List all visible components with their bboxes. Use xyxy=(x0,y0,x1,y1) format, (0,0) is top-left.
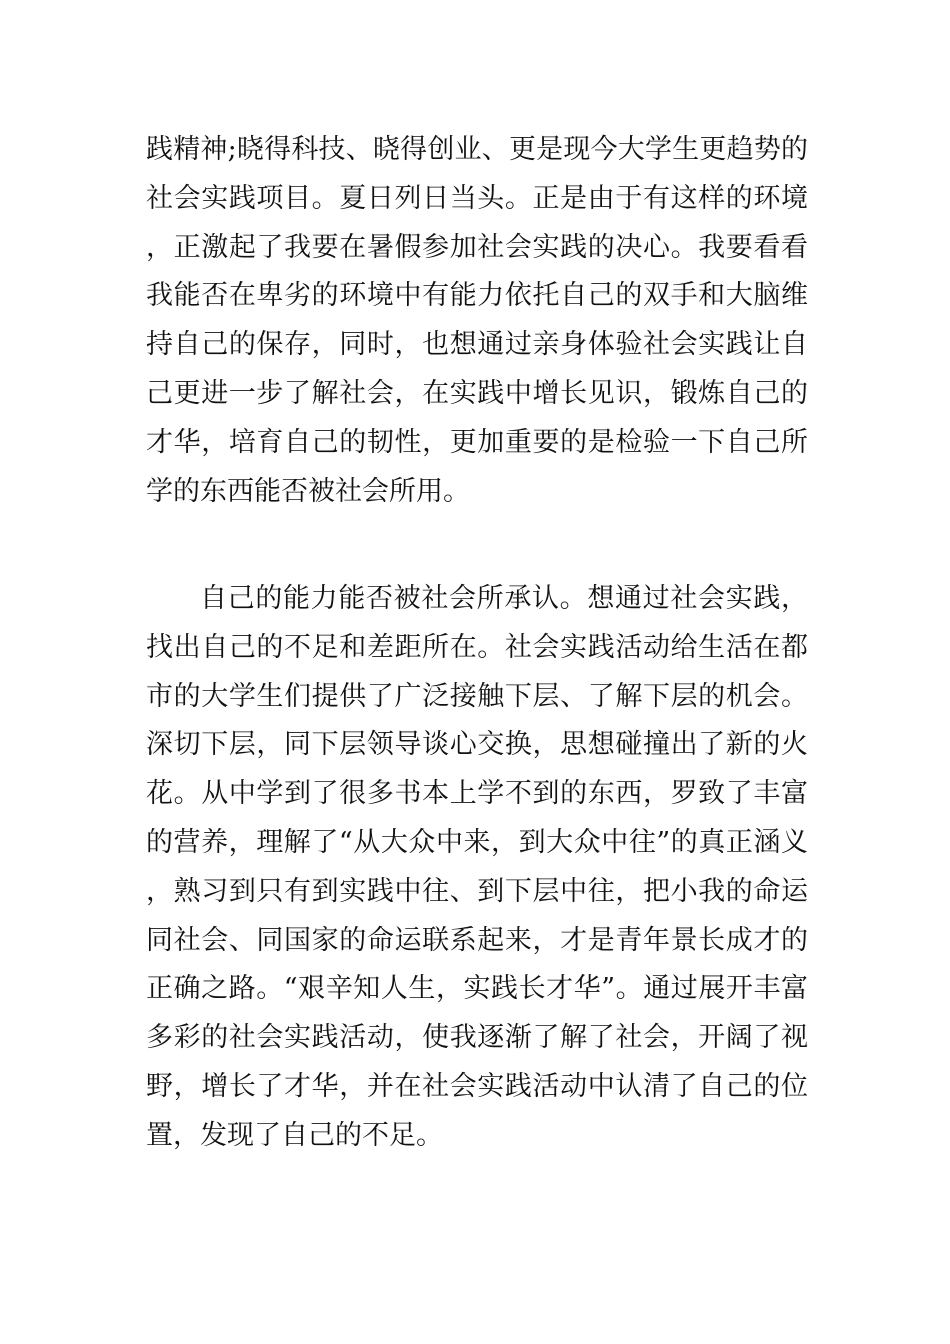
paragraph-1: 践精神;晓得科技、晓得创业、更是现今大学生更趋势的社会实践项目。夏日列日当头。正是由于有这样的环境，正激起了我要在暑假参加社会实践的决心。我要看看我能否在卑劣的环境中有能力依托自己的双手和大脑维持自己的保存，同时，也想通过亲身体验社会实践让自己更进一步了解社会，在实践中增长见识，锻炼自己的才华，培育自己的韧性，更加重要的是检验一下自己所学的东西能否被社会所用。 xyxy=(146,134,808,507)
paragraph-2: 自己的能力能否被社会所承认。想通过社会实践，找出自己的不足和差距所在。社会实践活动给生活在都市的大学生们提供了广泛接触下层、了解下层的机会。深切下层，同下层领导谈心交换，思想碰撞出了新的火花。从中学到了很多书本上学不到的东西，罗致了丰富的营养，理解了“从大众中来，到大众中往”的真正涵义，熟习到只有到实践中往、到下层中往，把小我的命运同社会、同国家的命运联系起来，才是青年景长成才的正确之路。“艰辛知人生，实践长才华”。通过展开丰富多彩的社会实践活动，使我逐渐了解了社会，开阔了视野，增长了才华，并在社会实践活动中认清了自己的位置，发现了自己的不足。 xyxy=(146,583,808,1151)
